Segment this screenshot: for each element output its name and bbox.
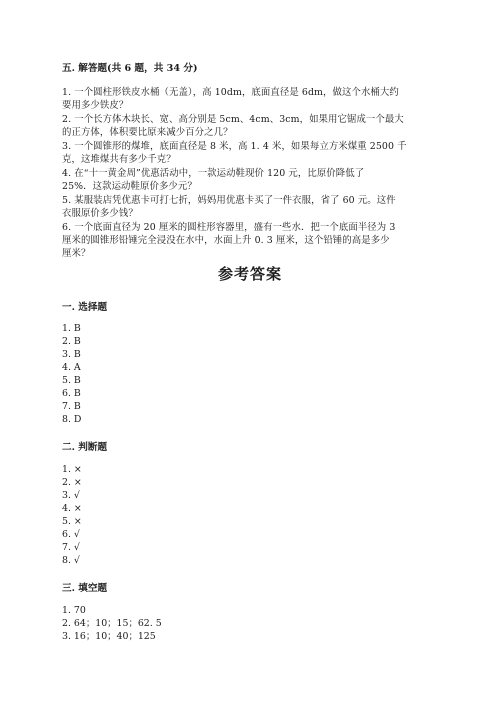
answer-2-2: 2. × — [62, 477, 82, 488]
answer-1-4: 4. A — [62, 362, 81, 373]
answer-2-6: 6. √ — [62, 529, 80, 540]
answer-2-1: 1. × — [62, 464, 82, 475]
problem-4-line-2: 25%．这款运动鞋原价多少元？ — [62, 181, 197, 192]
answer-3-1: 1. 70 — [62, 605, 86, 616]
answer-1-1: 1. B — [62, 323, 81, 334]
answers-title: 参考答案 — [217, 265, 282, 283]
answer-2-7: 7. √ — [62, 542, 80, 553]
answer-1-3: 3. B — [62, 349, 81, 360]
problem-5-line-2: 衣服原价多少钱？ — [62, 208, 138, 219]
answer-2-8: 8. √ — [62, 555, 80, 566]
answer-3-2: 2. 64；10；15；62. 5 — [62, 618, 162, 629]
answer-1-7: 7. B — [62, 401, 81, 412]
problem-4-line-1: 4. 在“十一黄金周”优惠活动中，一款运动鞋现价 120 元，比原价降低了 — [62, 168, 365, 179]
answer-1-5: 5. B — [62, 375, 81, 386]
answer-3-3: 3. 16；10；40；125 — [62, 631, 156, 642]
section-5-title: 五. 解答题(共 6 题，共 34 分) — [62, 63, 198, 74]
answers-section-2-title: 二. 判断题 — [62, 442, 108, 453]
problem-1-line-1: 1. 一个圆柱形铁皮水桶（无盖），高 10dm，底面直径是 6dm，做这个水桶大约 — [62, 87, 399, 98]
answer-1-6: 6. B — [62, 388, 81, 399]
problem-6-line-2: 厘米的圆锥形铅锤完全浸没在水中，水面上升 0. 3 厘米，这个铅锤的高是多少 — [62, 235, 390, 246]
answer-2-5: 5. × — [62, 516, 82, 527]
problem-2-line-1: 2. 一个长方体木块长、宽、高分别是 5cm、4cm、3cm，如果用它锯成一个最大 — [62, 114, 404, 125]
answer-1-2: 2. B — [62, 336, 81, 347]
problem-6-line-3: 厘米？ — [62, 248, 91, 259]
problem-3-line-2: 克，这堆煤共有多少千克？ — [62, 154, 176, 165]
problem-1-line-2: 要用多少铁皮？ — [62, 100, 129, 111]
problem-3-line-1: 3. 一个圆锥形的煤堆，底面直径是 8 米，高 1. 4 米，如果每立方米煤重 2500 千 — [62, 141, 407, 152]
answer-2-4: 4. × — [62, 503, 82, 514]
answer-2-3: 3. √ — [62, 490, 80, 501]
problem-6-line-1: 6. 一个底面直径为 20 厘米的圆柱形容器里，盛有一些水．把一个底面半径为 3 — [62, 222, 396, 233]
problem-2-line-2: 的正方体，体积要比原来减少百分之几？ — [62, 127, 233, 138]
problem-5-line-1: 5. 某服装店凭优惠卡可打七折，妈妈用优惠卡买了一件衣服，省了 60 元。这件 — [62, 195, 396, 206]
answers-section-1-title: 一. 选择题 — [62, 302, 108, 313]
answers-section-3-title: 三. 填空题 — [62, 583, 108, 594]
answer-1-8: 8. D — [62, 414, 82, 425]
